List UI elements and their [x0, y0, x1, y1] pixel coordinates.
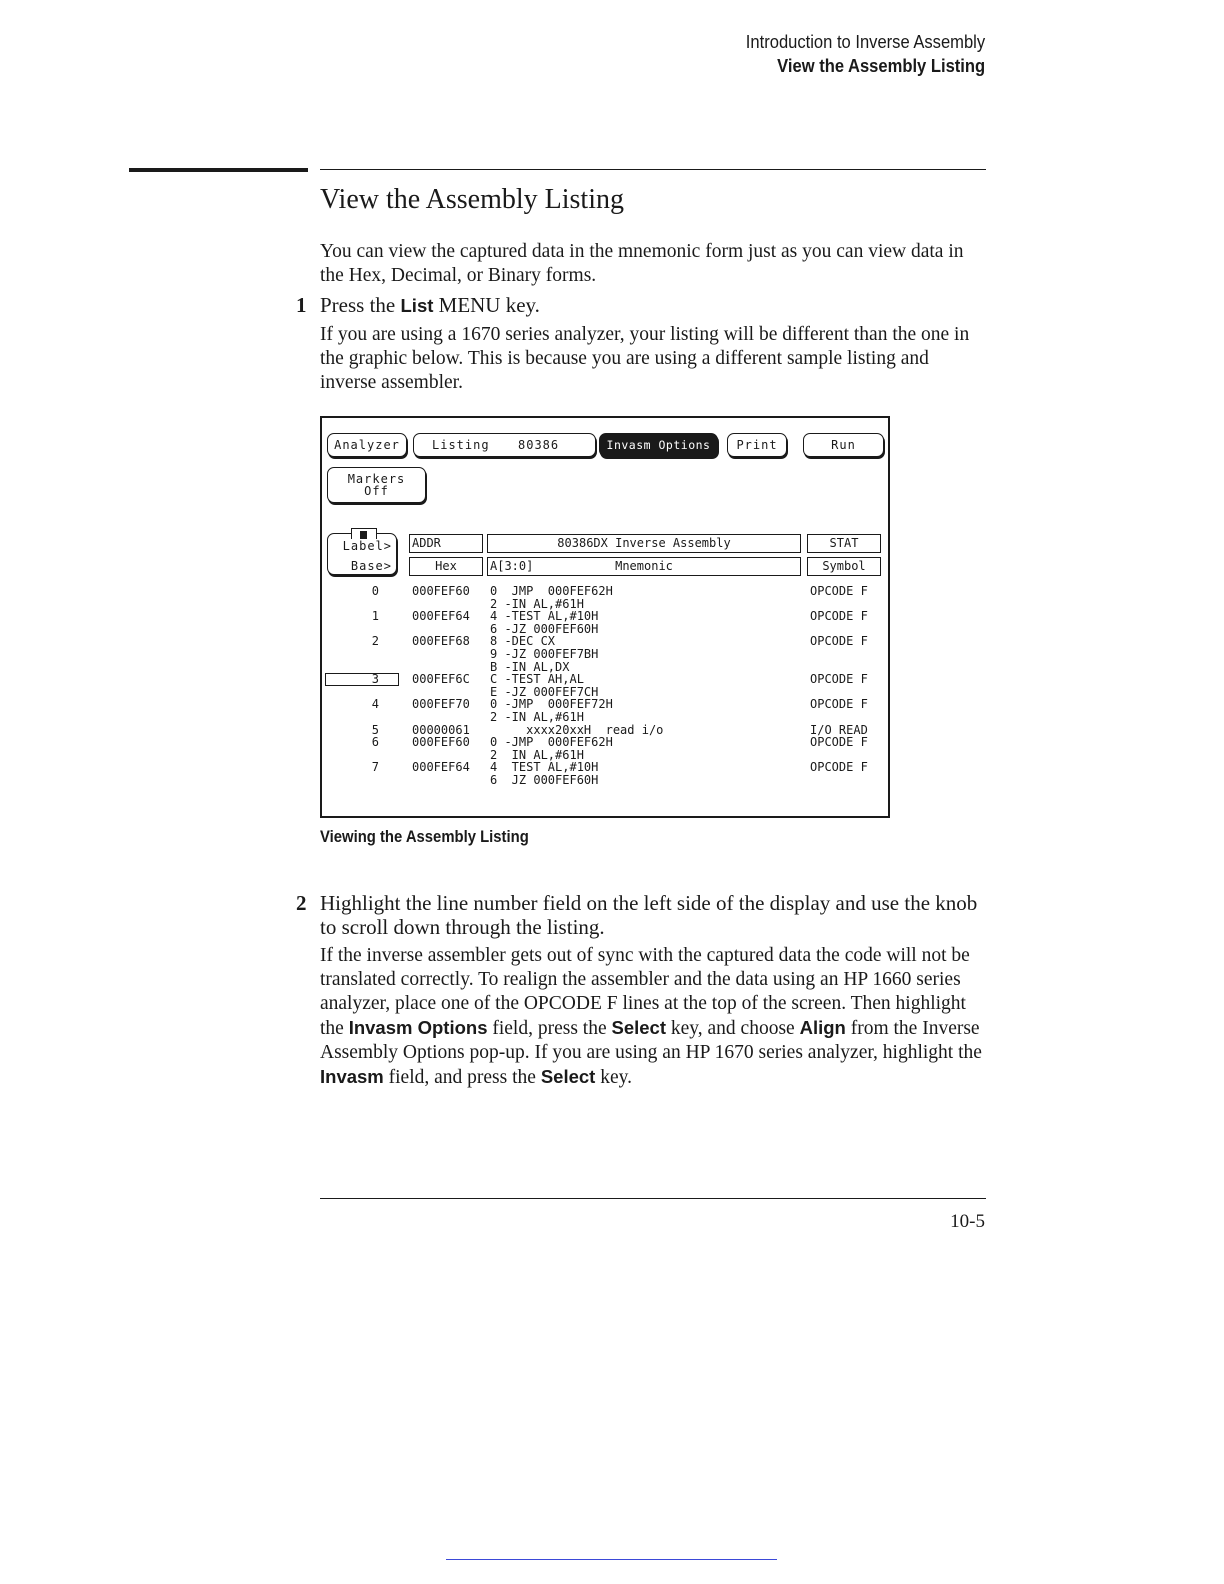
row-status: OPCODE F	[810, 760, 868, 775]
bottom-link-line	[446, 1559, 777, 1560]
row-mnemonic: 2 IN AL,#61H	[490, 747, 584, 762]
row-mnemonic: 0 JMP 000FEF62H	[490, 584, 613, 598]
row-mnemonic: 4 TEST AL,#10H	[490, 760, 599, 775]
line-number: 4	[371, 697, 379, 712]
step-1-body: If you are using a 1670 series analyzer, your listing will be different than the one in the graphic below. This is because you are using a different sample listing and inverse assembler.	[320, 324, 970, 393]
step-1-heading	[320, 293, 986, 318]
line-number: 0	[371, 584, 379, 598]
section-title: View the Assembly Listing	[320, 184, 624, 215]
line-number: 1	[371, 609, 379, 624]
label-base-selector[interactable]	[327, 533, 397, 575]
run-button[interactable]: Run	[803, 433, 884, 457]
stat-label-field[interactable]: STAT	[807, 534, 881, 553]
row-status: I/O READ	[810, 722, 868, 737]
row-mnemonic: B -IN AL,DX	[490, 659, 570, 674]
mnemonic-label: Mnemonic	[615, 559, 673, 573]
addr-label-field[interactable]: ADDR	[409, 534, 483, 553]
markers-value: Off	[364, 484, 389, 498]
addr-bits-label: A[3:0]	[490, 559, 534, 573]
row-mnemonic: C -TEST AH,AL	[490, 672, 584, 687]
invasm-options-button[interactable]: Invasm Options	[599, 433, 718, 457]
step-1-number: 1	[296, 293, 307, 317]
row-address: 000FEF68	[412, 634, 470, 649]
label-tab-icon	[351, 528, 377, 539]
list-key: List	[400, 295, 434, 316]
analyzer-button[interactable]: Analyzer	[327, 433, 407, 457]
align-key: Align	[799, 1017, 846, 1038]
row-mnemonic: 0 -JMP 000FEF72H	[490, 697, 613, 712]
page-number: 10-5	[950, 1211, 985, 1232]
row-address: 000FEF6C	[412, 672, 470, 687]
step-2-text-5: field, and press the	[383, 1067, 541, 1088]
step-2-body	[320, 944, 990, 1090]
row-address: 000FEF60	[412, 735, 470, 750]
row-address: 000FEF64	[412, 609, 470, 624]
row-mnemonic: 2 -IN AL,#61H	[490, 596, 584, 611]
line-number: 7	[371, 760, 379, 775]
select-key-2: Select	[540, 1066, 596, 1087]
row-mnemonic: 8 -DEC CX	[490, 634, 556, 649]
step-1-post: MENU key.	[433, 293, 540, 317]
row-mnemonic: 4 -TEST AL,#10H	[490, 609, 599, 624]
running-header	[746, 30, 985, 78]
footer-rule	[320, 1198, 986, 1199]
step-2-heading: Highlight the line number field on the left side of the display and use the knob to scroll down through the listing.	[320, 891, 978, 939]
inverse-assembly-header: 80386DX Inverse Assembly	[487, 534, 801, 553]
row-status: OPCODE F	[810, 634, 868, 649]
listing-label: Listing	[432, 438, 490, 452]
row-mnemonic: 0 -JMP 000FEF62H	[490, 735, 613, 750]
figure-caption: Viewing the Assembly Listing	[320, 828, 529, 846]
line-number: 5	[371, 722, 379, 737]
running-header-section: View the Assembly Listing	[777, 56, 985, 76]
row-address: 000FEF60	[412, 584, 470, 598]
listing-button[interactable]	[413, 433, 596, 457]
row-address: 000FEF70	[412, 697, 470, 712]
mnemonic-base-field[interactable]	[487, 557, 801, 576]
base-selector: Base>	[350, 559, 392, 573]
section-thin-rule	[320, 169, 986, 170]
row-mnemonic: 6 -JZ 000FEF60H	[490, 621, 599, 636]
invasm-key: Invasm	[320, 1066, 384, 1087]
step-2-text-6: key.	[595, 1067, 632, 1088]
line-number: 2	[371, 634, 379, 649]
markers-button[interactable]	[327, 467, 426, 503]
stat-base-field[interactable]: Symbol	[807, 557, 881, 576]
addr-base-field[interactable]: Hex	[409, 557, 483, 576]
row-status: OPCODE F	[810, 609, 868, 624]
analyzer-screen-figure	[320, 416, 890, 818]
step-2-text-1: If the inverse assembler gets out of sync with the captured data the code will not be translated correctly. To realign the assembler and the data using an HP 1660 series analyzer, place one of the OPCODE F lines at the top of the screen. Then highlight the	[320, 945, 970, 1039]
row-status: OPCODE F	[810, 672, 868, 687]
step-1-pre: Press the	[320, 293, 401, 317]
row-status: OPCODE F	[810, 584, 868, 598]
invasm-options-key: Invasm Options	[348, 1017, 488, 1038]
step-2-text-2: field, press the	[487, 1018, 612, 1039]
markers-label: Markers	[347, 472, 406, 486]
listing-model: 80386	[518, 438, 560, 452]
intro-paragraph: You can view the captured data in the mnemonic form just as you can view data in the Hex, Decimal, or Binary forms.	[320, 241, 964, 286]
row-address: 000FEF64	[412, 760, 470, 775]
row-mnemonic: 6 JZ 000FEF60H	[490, 773, 599, 787]
row-status: OPCODE F	[810, 697, 868, 712]
print-button[interactable]: Print	[727, 433, 787, 457]
row-address: 00000061	[412, 722, 470, 737]
label-selector: Label>	[342, 539, 392, 553]
row-mnemonic: xxxx20xxH read i/o	[490, 722, 664, 737]
step-2-text-3: key, and choose	[666, 1018, 800, 1039]
running-header-chapter: Introduction to Inverse Assembly	[745, 32, 985, 52]
row-status: OPCODE F	[810, 735, 868, 750]
line-number: 6	[371, 735, 379, 750]
line-number: 3	[371, 672, 379, 687]
step-2-number: 2	[296, 891, 307, 915]
section-thick-rule	[129, 168, 308, 172]
row-mnemonic: E -JZ 000FEF7CH	[490, 684, 599, 699]
step-2-text-4: from the Inverse Assembly Options pop-up. If you are using an HP 1670 series analyzer, highlight the	[320, 1018, 982, 1063]
row-mnemonic: 9 -JZ 000FEF7BH	[490, 647, 599, 661]
row-mnemonic: 2 -IN AL,#61H	[490, 710, 584, 724]
select-key-1: Select	[611, 1017, 667, 1038]
